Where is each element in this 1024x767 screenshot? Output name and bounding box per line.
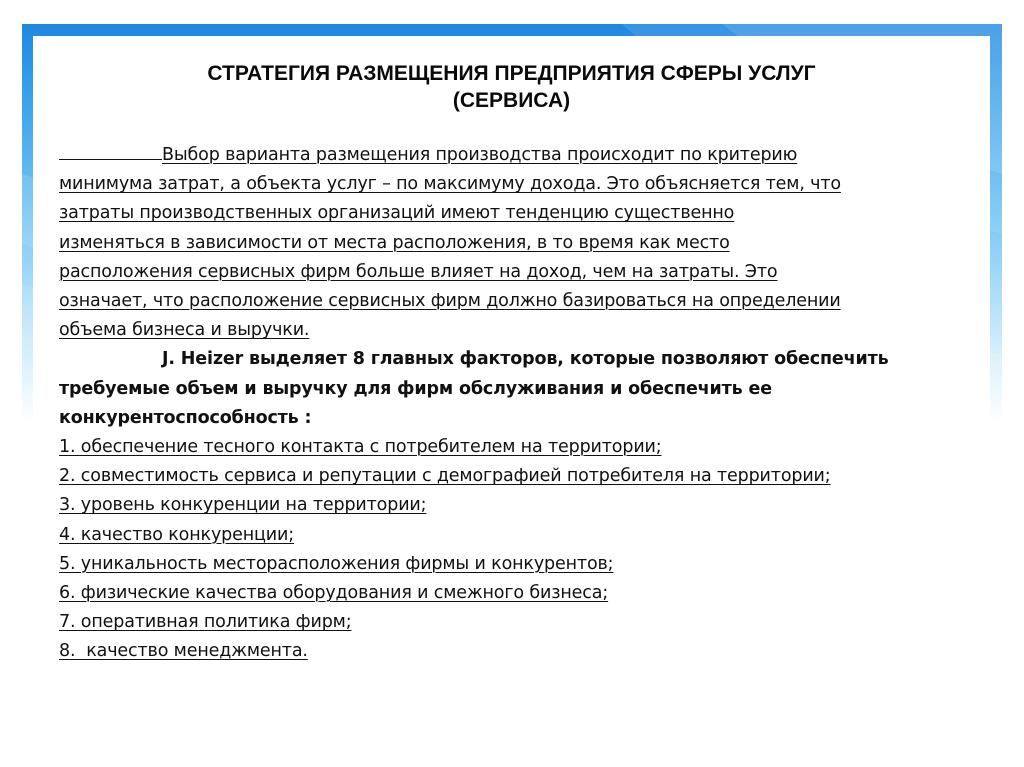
intro-line: расположения сервисных фирм больше влияет на доход, чем на затраты. Это — [59, 261, 778, 282]
underline-indent — [59, 158, 162, 160]
title-line-2: (СЕРВИСА) — [452, 89, 571, 112]
heizer-line — [59, 345, 994, 374]
factor-item: 1. обеспечение тесного контакта с потребителем на территории; — [59, 437, 662, 458]
factor-item: 5. уникальность месторасположения фирмы и конкурентов; — [59, 553, 614, 574]
heizer-line: требуемые объем и выручку для фирм обслуживания и обеспечить ее — [59, 378, 772, 399]
title-line-1: СТРАТЕГИЯ РАЗМЕЩЕНИЯ ПРЕДПРИЯТИЯ СФЕРЫ УСЛУГ — [207, 62, 816, 85]
heizer-line: конкурентоспособность : — [59, 407, 312, 428]
intro-line: объема бизнеса и выручки. — [59, 320, 310, 341]
factor-item: 7. оперативная политика фирм; — [59, 612, 352, 633]
factor-item: 6. физические качества оборудования и смежного бизнеса; — [59, 583, 609, 604]
factor-item: 4. качество конкуренции; — [59, 524, 294, 545]
intro-line: означает, что расположение сервисных фирм должно базироваться на определении — [59, 291, 841, 312]
heizer-text: J. Heizer выделяет 8 главных факторов, которые позволяют обеспечить — [162, 349, 889, 370]
intro-line: изменяться в зависимости от места расположения, в то время как место — [59, 232, 730, 253]
intro-line — [59, 141, 994, 170]
factor-item: 3. уровень конкуренции на территории; — [59, 495, 427, 516]
intro-text: Выбор варианта размещения производства происходит по критерию — [162, 145, 798, 165]
body-text — [59, 141, 994, 667]
intro-line: минимума затрат, а объекта услуг – по максимуму дохода. Это объясняется тем, что — [59, 174, 841, 195]
factor-item: 8. качество менеджмента. — [59, 641, 308, 662]
intro-line: затраты производственных организаций имеют тенденцию существенно — [59, 203, 735, 224]
factor-item: 2. совместимость сервиса и репутации с демографией потребителя на территории; — [59, 466, 831, 487]
page-title — [33, 60, 990, 114]
